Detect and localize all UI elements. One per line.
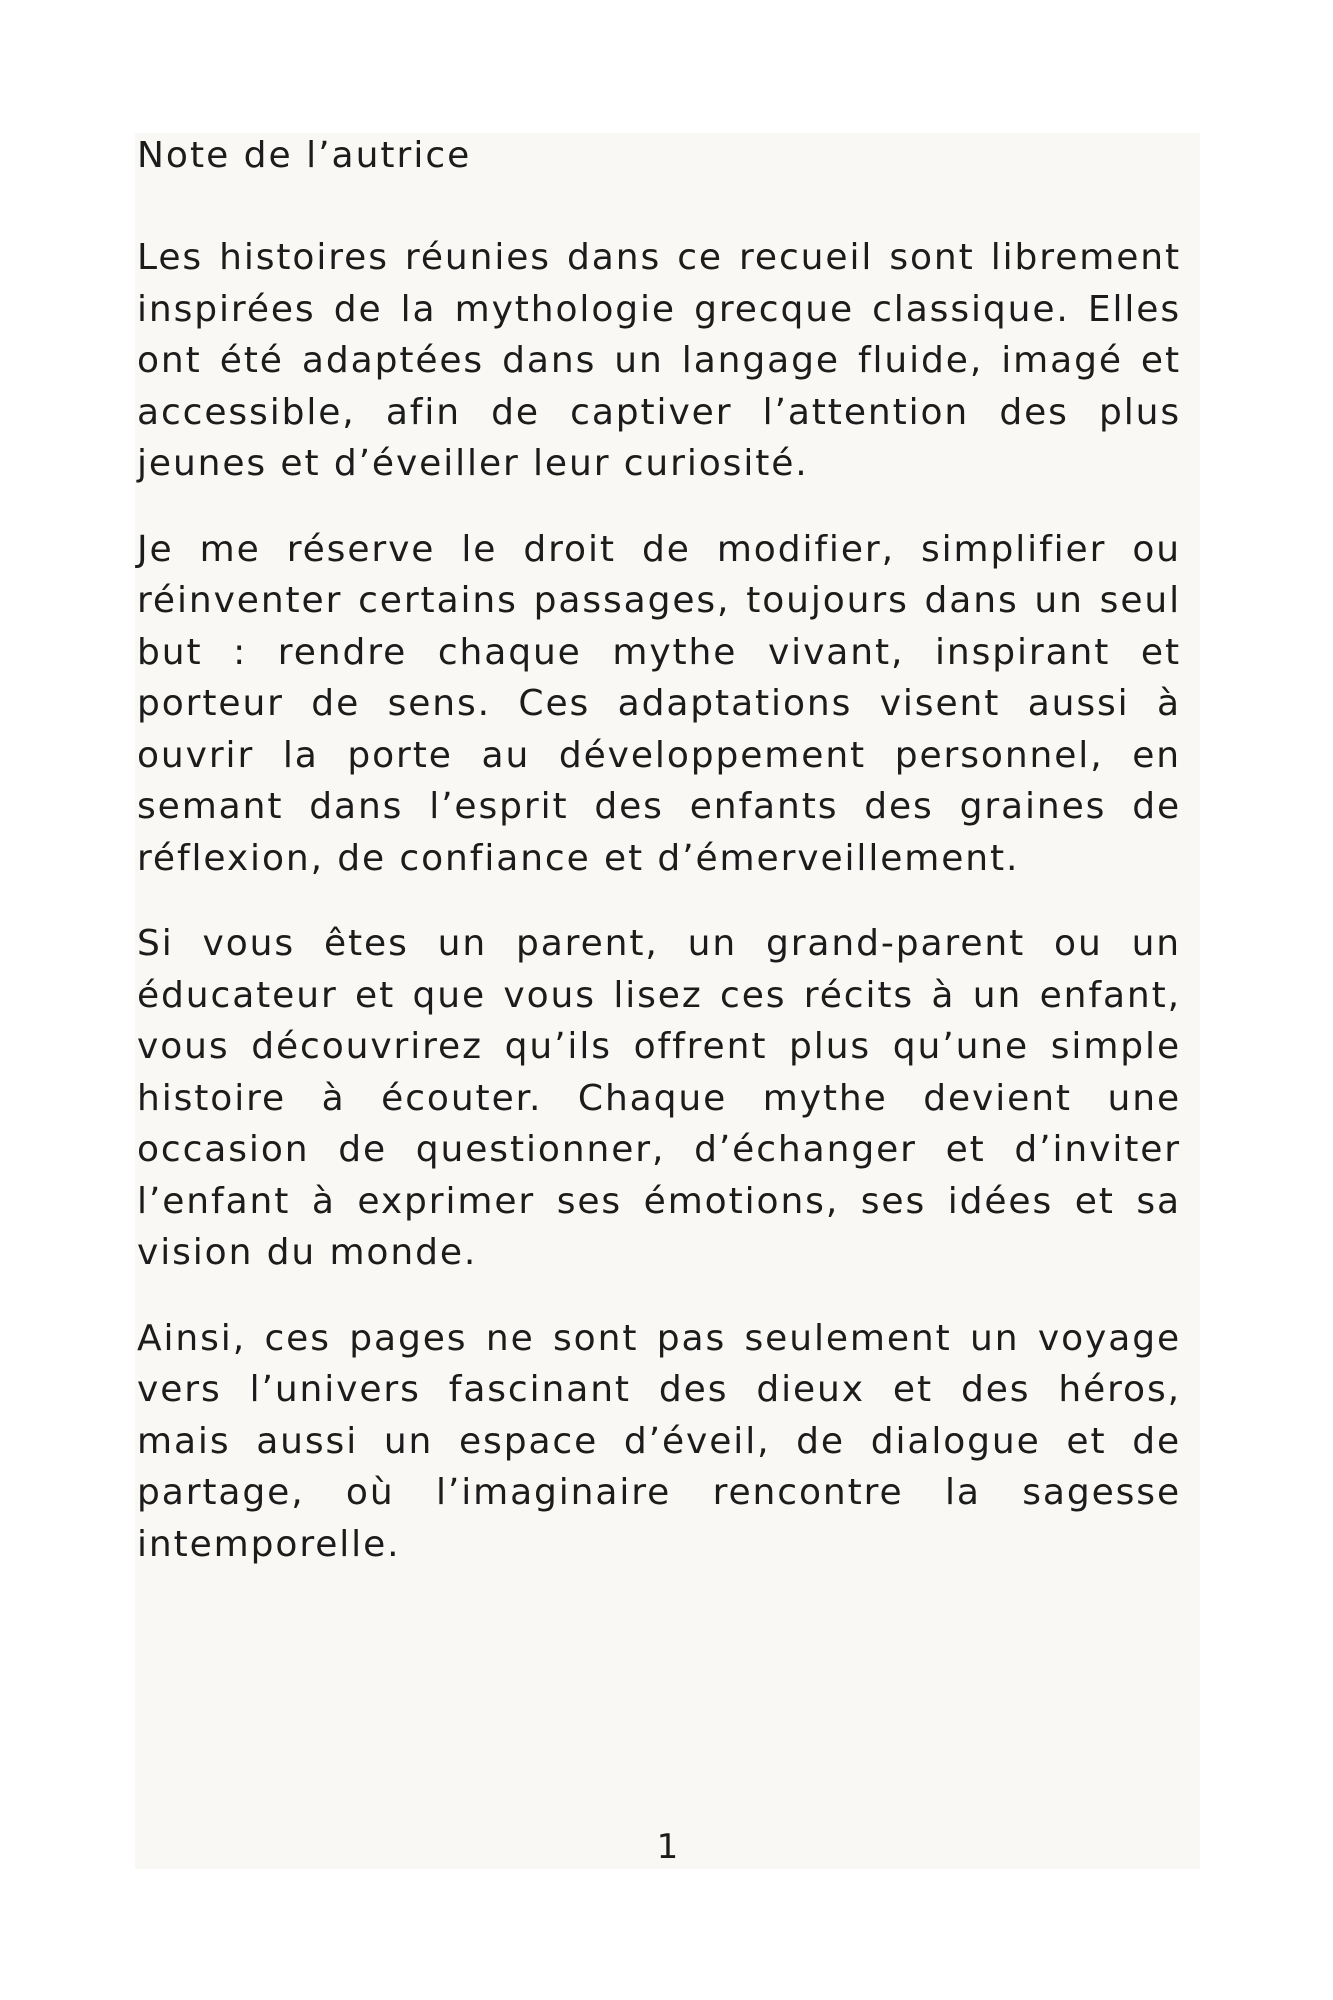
page-title: Note de l’autrice	[137, 135, 472, 176]
paragraph-3: Si vous êtes un parent, un grand-parent ou un éducateur et que vous lisez ces récits à un enfant, vous découvrirez qu’ils offrent plus qu’une simple histoire à écouter. Chaque mythe devient une occasion de questionner, d’échanger et d’inviter l’enfant à exprimer ses émotions, ses idées et sa vision du monde.	[137, 923, 1181, 1273]
page-number: 1	[656, 1827, 679, 1867]
paragraph-4: Ainsi, ces pages ne sont pas seulement un voyage vers l’univers fascinant des dieux et des héros, mais aussi un espace d’éveil, de dialogue et de partage, où l’imaginaire rencontre la sagesse intemporelle.	[137, 1317, 1181, 1565]
paragraph-1: Les histoires réunies dans ce recueil sont librement inspirées de la mythologie grecque classique. Elles ont été adaptées dans un langage fluide, imagé et accessible, afin de captiver l’attention des plus jeunes et d’éveiller leur curiosité.	[137, 237, 1181, 484]
paragraph-2: Je me réserve le droit de modifier, simplifier ou réinventer certains passages, toujours dans un seul but : rendre chaque mythe vivant, inspirant et porteur de sens. Ces adaptations visent aussi à ouvrir la porte au développement personnel, en semant dans l’esprit des enfants des graines de réflexion, de confiance et d’émerveillement.	[137, 528, 1181, 879]
document-body	[137, 130, 1181, 1604]
